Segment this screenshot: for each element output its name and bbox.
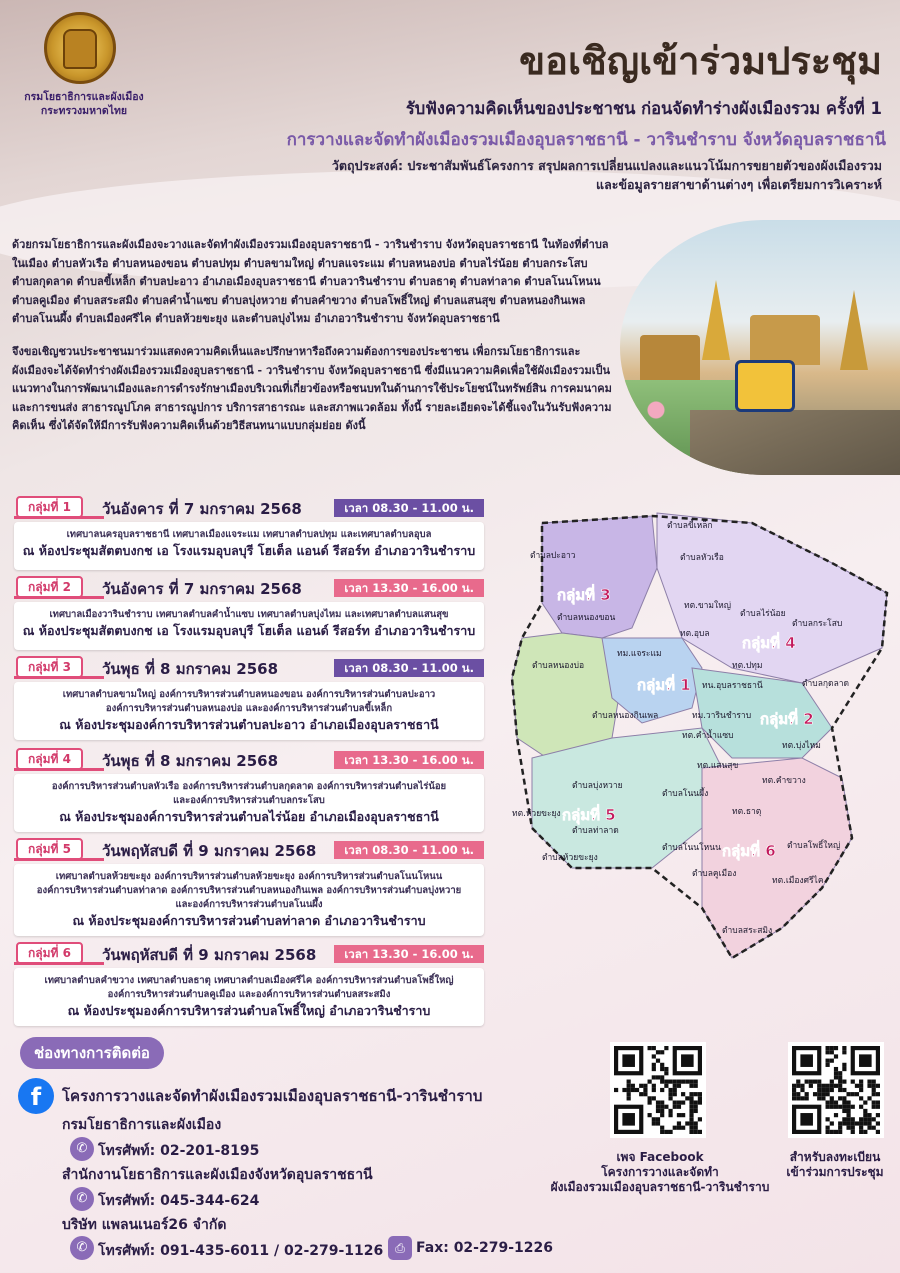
dept-line1: กรมโยธาธิการและผังเมือง (24, 91, 144, 103)
group-time: เวลา 08.30 - 11.00 น. (334, 841, 484, 859)
map-group-label: กลุ่มที่ 5 (562, 806, 616, 824)
map-place-label: ทม.แจระแม (617, 649, 662, 659)
group-participants (14, 774, 484, 808)
facebook-page-link[interactable]: โครงการวางและจัดทำผังเมืองรวมเมืองอุบลราชธานี-วารินชำราบ (62, 1087, 483, 1105)
group-participants (14, 864, 484, 912)
group-tag: กลุ่มที่ 2 (16, 576, 83, 598)
hearing-subtitle: รับฟังความคิดเห็นของประชาชน ก่อนจัดทำร่างผังเมืองรวม ครั้งที่ 1 (405, 99, 882, 118)
temple-image-2 (750, 315, 820, 365)
group-tag: กลุ่มที่ 5 (16, 838, 83, 860)
group-6-card (14, 942, 484, 1018)
contact-phone-1[interactable]: โทรศัพท์: 02-201-8195 (98, 1143, 260, 1159)
group-4-card (14, 748, 484, 824)
group-time: เวลา 08.30 - 11.00 น. (334, 659, 484, 677)
contact-org-2: สำนักงานโยธาธิการและผังเมืองจังหวัดอุบลราชธานี (62, 1167, 373, 1183)
map-place-label: ตำบลหนองขอน (557, 613, 616, 623)
map-group-label: กลุ่มที่ 4 (742, 634, 796, 652)
map-place-label: ตำบลบุ่งหวาย (572, 781, 623, 791)
group-participants (14, 682, 484, 716)
map-place-label: ตำบลหนองบ่อ (532, 661, 585, 671)
intro-paragraph-2: จึงขอเชิญชวนประชาชนมาร่วมแสดงความคิดเห็นและปรึกษาหารือถึงความต้องการของประชาชน เพื่อกรมโยธาธิการและผังเมืองจะได้จัดทำร่างผังเมืองรวมเมืองอุบลราชธานี - วารินชำราบ จังหวัดอุบลราชธานี ซึ่งมีแนวความคิดเพื่อใช้ผังเมืองรวมเป็นแนวทางในการพัฒนาเมืองและการดำรงรักษาเมืองบริเวณที่เกี่ยวข้องหรือชนบทในด้านการใช้ประโยชน์ในทรัพย์สิน การคมนาคมและการขนส่ง สาธารณูปโภค สาธารณูปการ บริการสาธารณะ และสภาพแวดล้อม ทั้งนี้ รายละเอียดจะได้ชี้แจงในวันรับฟังความคิดเห็น ซึ่งได้จัดให้มีการรับฟังความคิดเห็นด้วยวิธีสนทนาแบบกลุ่มย่อย ดังนี้ (12, 344, 612, 433)
group-tag: กลุ่มที่ 1 (16, 496, 83, 518)
participants-line: และองค์การบริหารส่วนตำบลโนนผึ้ง (175, 899, 323, 910)
map-group-label: กลุ่มที่ 6 (722, 842, 776, 860)
qr-caption-line: เพจ Facebook (616, 1150, 704, 1164)
pagoda-image (702, 280, 730, 360)
map-place-label: ทต.คำน้ำแซบ (682, 731, 734, 741)
map-group-label: กลุ่มที่ 3 (557, 586, 611, 604)
map-place-label: ตำบลขี้เหล็ก (667, 521, 713, 531)
contact-phone-3[interactable]: โทรศัพท์: 091-435-6011 / 02-279-1126 (98, 1243, 384, 1259)
participants-line: เทศบาลตำบลห้วยขะยุง องค์การบริหารส่วนตำบลห้วยขะยุง องค์การบริหารส่วนตำบลโนนโหนน (55, 871, 443, 882)
group-date: วันพฤหัสบดี ที่ 9 มกราคม 2568 (102, 842, 317, 860)
registration-qr-code[interactable] (788, 1042, 884, 1138)
map-place-label: ทต.อุบล (680, 629, 710, 639)
intro-text (12, 236, 612, 450)
group-participants (14, 968, 484, 1002)
contact-fax: Fax: 02-279-1226 (416, 1240, 553, 1256)
group-location: ณ ห้องประชุมองค์การบริหารส่วนตำบลไร่น้อย อำเภอเมืองอุบลราชธานี (59, 809, 439, 824)
group-location: ณ ห้องประชุมองค์การบริหารส่วนตำบลปะอาว อำเภอเมืองอุบลราชธานี (59, 717, 439, 732)
participants-line: องค์การบริหารส่วนตำบลคูเมือง และองค์การบริหารส่วนตำบลสระสมิง (107, 989, 391, 1000)
map-place-label: ตำบลกุดลาด (802, 679, 850, 689)
map-place-label: ตำบลไร่น้อย (740, 609, 786, 619)
participants-line: เทศบาลตำบลขามใหญ่ องค์การบริหารส่วนตำบลหนองขอน องค์การบริหารส่วนตำบลปะอาว (62, 689, 436, 700)
group-location: ณ ห้องประชุมสัตตบงกช เอ โรงแรมอุบลบุรี โฮเต็ล แอนด์ รีสอร์ท อำเภอวารินชำราบ (22, 623, 476, 638)
page-title: ขอเชิญเข้าร่วมประชุม (519, 39, 882, 83)
phone-icon: ✆ (70, 1236, 94, 1260)
participants-line: องค์การบริหารส่วนตำบลท่าลาด องค์การบริหารส่วนตำบลหนองกินเพล องค์การบริหารส่วนตำบลบุ่งหวาย (36, 885, 462, 896)
group-location: ณ ห้องประชุมสัตตบงกช เอ โรงแรมอุบลบุรี โฮเต็ล แอนด์ รีสอร์ท อำเภอวารินชำราบ (22, 543, 476, 558)
contact-phone-2[interactable]: โทรศัพท์: 045-344-624 (98, 1193, 260, 1209)
qr-caption-line: โครงการวางและจัดทำ (601, 1165, 719, 1179)
city-photo-collage (620, 220, 900, 475)
group-participants: เทศบาลนครอุบลราชธานี เทศบาลเมืองแจระแม เทศบาลตำบลปทุม และเทศบาลตำบลอุบล (66, 529, 432, 540)
contact-org-3: บริษัท แพลนเนอร์26 จำกัด (62, 1217, 227, 1233)
contact-org-1: กรมโยธาธิการและผังเมือง (62, 1117, 222, 1133)
facebook-qr-code[interactable] (610, 1042, 706, 1138)
map-place-label: ตำบลปะอาว (530, 551, 576, 561)
map-place-label: ตำบลกระโสบ (792, 619, 843, 629)
map-place-label: ตำบลโพธิ์ใหญ่ (787, 841, 841, 851)
qr-caption-line: ผังเมืองรวมเมืองอุบลราชธานี-วารินชำราบ (550, 1180, 770, 1194)
map-place-label: ทต.บุ่งไหม (782, 741, 821, 751)
dept-line2: กระทรวงมหาดไทย (40, 105, 128, 117)
pagoda-image-2 (840, 290, 868, 370)
participants-line: เทศบาลตำบลคำขวาง เทศบาลตำบลธาตุ เทศบาลตำบลเมืองศรีไค องค์การบริหารส่วนตำบลโพธิ์ใหญ่ (44, 975, 454, 986)
fax-icon: ⎙ (388, 1236, 412, 1260)
map-place-label: ตำบลท่าลาด (572, 826, 619, 836)
group-date: วันพุธ ที่ 8 มกราคม 2568 (102, 660, 279, 678)
intro-paragraph-1: ด้วยกรมโยธาธิการและผังเมืองจะวางและจัดทำผังเมืองรวมเมืองอุบลราชธานี - วารินชำราบ จังหวัดอุบลราชธานี ในท้องที่ตำบลในเมือง ตำบลหัวเรือ ตำบลหนองขอน ตำบลปทุม ตำบลขามใหญ่ ตำบลแจระแม ตำบลหนองบ่อ ตำบลไร่น้อย ตำบลกระโสบ ตำบลกุดลาด ตำบลขี้เหล็ก ตำบลปะอาว อำเภอเมืองอุบลราชธานี ตำบลวารินชำราบ ตำบลธาตุ ตำบลท่าลาด ตำบลโนนโหนน ตำบลคูเมือง ตำบลสระสมิง ตำบลคำน้ำแซบ ตำบลบุ่งหวาย ตำบลคำขวาง ตำบลโพธิ์ใหญ่ ตำบลแสนสุข ตำบลหนองกินเพล ตำบลโนนผึ้ง ตำบลเมืองศรีไค ตำบลห้วยขะยุง และตำบลบุ่งไหม อำเภอวารินชำราบ จังหวัดอุบลราชธานี (12, 238, 609, 326)
map-place-label: ทต.คำขวาง (762, 776, 806, 786)
map-place-label: ตำบลหัวเรือ (680, 553, 724, 563)
participants-line: องค์การบริหารส่วนตำบลหนองบ่อ และองค์การบริหารส่วนตำบลขี้เหล็ก (105, 703, 393, 714)
department-name (14, 90, 154, 118)
map-place-label: ทม.วารินชำราบ (692, 711, 752, 721)
group-5-card (14, 838, 484, 928)
group-date: วันอังคาร ที่ 7 มกราคม 2568 (102, 580, 302, 598)
railway-image (690, 410, 900, 475)
map-place-label: ทต.ปทุม (732, 661, 763, 671)
group-2-card (14, 576, 484, 638)
map-place-label: ตำบลโนนผึ้ง (662, 789, 709, 799)
map-group-label: กลุ่มที่ 2 (760, 710, 814, 728)
group-location: ณ ห้องประชุมองค์การบริหารส่วนตำบลโพธิ์ใหญ่ อำเภอวารินชำราบ (67, 1003, 431, 1018)
qr-caption-line: เข้าร่วมการประชุม (786, 1165, 884, 1179)
map-place-label: ทต.เมืองศรีไค (772, 876, 824, 886)
map-place-label: ทน.อุบลราชธานี (702, 681, 763, 691)
facebook-qr-caption (540, 1150, 780, 1195)
registration-qr-caption (770, 1150, 900, 1180)
temple-image (640, 335, 700, 380)
map-place-label: ตำบลห้วยขะยุง (542, 853, 598, 863)
phone-icon: ✆ (70, 1137, 94, 1161)
group-time: เวลา 13.30 - 16.00 น. (334, 945, 484, 963)
group-1-card (14, 496, 484, 558)
qr-caption-line: สำหรับลงทะเบียน (789, 1150, 881, 1164)
project-title: การวางและจัดทำผังเมืองรวมเมืองอุบลราชธานี - วารินชำราบ จังหวัดอุบลราชธานี (286, 130, 886, 150)
map-group-label: กลุ่มที่ 1 (637, 676, 691, 694)
map-place-label: ทต.ธาตุ (732, 807, 762, 817)
department-seal-logo (44, 12, 116, 84)
map-place-label: ตำบลสระสมิง (722, 926, 773, 936)
group-3-card (14, 656, 484, 732)
phone-icon: ✆ (70, 1187, 94, 1211)
map-place-label: ทต.ขามใหญ่ (684, 601, 732, 611)
facebook-icon[interactable]: f (18, 1078, 54, 1114)
purpose-line2: และข้อมูลรายสาขาด้านต่างๆ เพื่อเตรียมการวิเคราะห์ (596, 177, 882, 192)
map-place-label: ตำบลคูเมือง (692, 869, 737, 879)
group-time: เวลา 13.30 - 16.00 น. (334, 579, 484, 597)
train-image (735, 360, 795, 412)
group-date: วันพฤหัสบดี ที่ 9 มกราคม 2568 (102, 946, 317, 964)
map-place-label: ตำบลโนนโหนน (662, 843, 721, 853)
group-location: ณ ห้องประชุมองค์การบริหารส่วนตำบลท่าลาด อำเภอวารินชำราบ (72, 913, 426, 928)
purpose-line1: วัตถุประสงค์: ประชาสัมพันธ์โครงการ สรุปผลการเปลี่ยนแปลงและแนวโน้มการขยายตัวของผังเมืองรวม (331, 158, 882, 173)
map-place-label: ตำบลหนองกินเพล (592, 711, 659, 721)
participants-line: และองค์การบริหารส่วนตำบลกระโสบ (173, 795, 325, 806)
purpose-text (282, 156, 882, 194)
group-participants: เทศบาลเมืองวารินชำราบ เทศบาลตำบลคำน้ำแซบ เทศบาลตำบลบุ่งไหม และเทศบาลตำบลแสนสุข (49, 609, 449, 620)
group-time: เวลา 08.30 - 11.00 น. (334, 499, 484, 517)
group-time: เวลา 13.30 - 16.00 น. (334, 751, 484, 769)
map-place-label: ทต.แสนสุข (697, 761, 739, 771)
group-date: วันอังคาร ที่ 7 มกราคม 2568 (102, 500, 302, 518)
group-tag: กลุ่มที่ 4 (16, 748, 83, 770)
group-date: วันพุธ ที่ 8 มกราคม 2568 (102, 752, 279, 770)
group-tag: กลุ่มที่ 3 (16, 656, 83, 678)
contact-heading: ช่องทางการติดต่อ (20, 1037, 164, 1069)
planning-area-map (502, 508, 900, 978)
group-tag: กลุ่มที่ 6 (16, 942, 83, 964)
participants-line: องค์การบริหารส่วนตำบลหัวเรือ องค์การบริหารส่วนตำบลกุดลาด องค์การบริหารส่วนตำบลไร่น้อย (51, 781, 447, 792)
map-place-label: ทต.ห้วยขะยุง (512, 809, 561, 819)
